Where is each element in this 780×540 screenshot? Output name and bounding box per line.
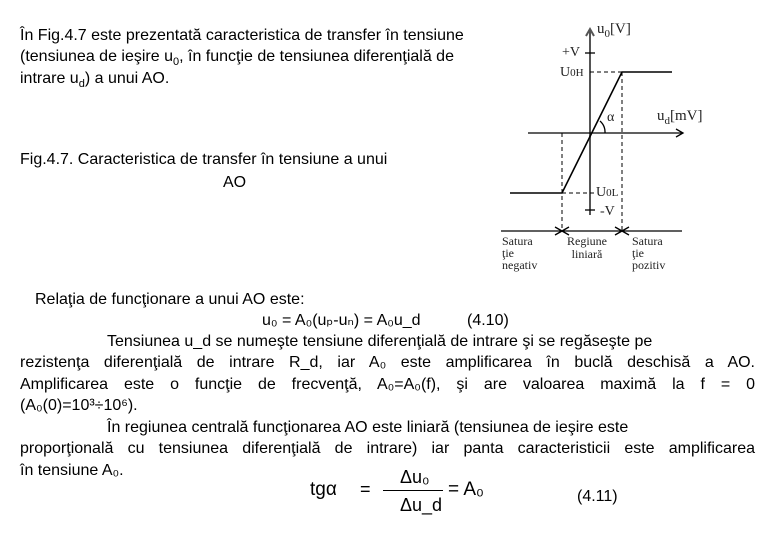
- u0h-label: [560, 65, 584, 81]
- subscript: 0: [172, 56, 180, 69]
- body-p4: Amplificarea este o funcţie de frecvenţă, A₀=A₀(f), şi are valoarea maximă la f = 0: [20, 376, 755, 393]
- t: [V]: [610, 21, 631, 37]
- t: 0L: [606, 187, 619, 199]
- equation-4-10-number: (4.10): [467, 312, 509, 329]
- text: intrare u: [20, 70, 79, 87]
- x-axis-label: [657, 109, 703, 129]
- minus-v-label: -V: [600, 204, 615, 219]
- u0l-label: [596, 185, 618, 201]
- text: (tensiunea de ieşire u: [20, 48, 173, 65]
- t: u: [597, 21, 605, 37]
- equation-4-11-rhs: = A₀: [448, 479, 484, 500]
- y-axis-label: [597, 22, 631, 42]
- equation-4-11-lhs: tgα: [310, 479, 337, 500]
- figure-caption-line-2: AO: [223, 174, 247, 191]
- alpha-label: α: [607, 110, 615, 125]
- intro-line-1: În Fig.4.7 este prezentată caracteristica de transfer în tensiune: [20, 27, 464, 44]
- subscript: d: [78, 78, 85, 91]
- figure-caption-line-1: Fig.4.7. Caracteristica de transfer în tensiune a unui: [20, 151, 388, 168]
- alpha-arc: [600, 121, 605, 133]
- t: Regiune: [567, 234, 607, 248]
- body-p3: rezistenţa diferenţială de intrare R_d, iar A₀ este amplificarea în buclă deschisă a AO.: [20, 354, 755, 371]
- t: d: [664, 115, 670, 127]
- t: Satura: [632, 234, 663, 248]
- equation-4-11-numerator: Δu₀: [400, 467, 430, 487]
- body-p8: în tensiune A₀.: [20, 462, 124, 479]
- t: liniară: [571, 247, 603, 261]
- equation-4-11-eq: =: [360, 479, 371, 499]
- text: , în funcţie de tensiunea diferenţială de: [179, 48, 454, 65]
- body-p2: Tensiunea u_d se numeşte tensiune diferenţială de intrare şi se regăseşte pe: [107, 333, 653, 350]
- region-linear: [567, 235, 607, 261]
- t: 0: [604, 28, 610, 40]
- t: U: [596, 185, 607, 200]
- plus-v-label: +V: [562, 45, 581, 60]
- body-p7: proporţională cu tensiunea diferenţială de intrare) iar panta caracteristicii este amplificarea: [20, 440, 755, 457]
- fraction-bar: [383, 490, 443, 491]
- t: Satura: [502, 234, 533, 248]
- t: U: [560, 65, 571, 80]
- body-p6: În regiunea centrală funcţionarea AO este liniară (tensiunea de ieşire este: [107, 419, 629, 436]
- t: 0H: [570, 67, 584, 79]
- equation-4-10: u₀ = A₀(uₚ-uₙ) = A₀u_d: [262, 312, 421, 329]
- t: pozitiv: [632, 258, 666, 272]
- t: ţie: [632, 246, 644, 260]
- body-p1: Relaţia de funcţionare a unui AO este:: [35, 291, 305, 308]
- t: u: [657, 108, 665, 124]
- t: negativ: [502, 258, 538, 272]
- t: [mV]: [670, 108, 703, 124]
- region-negative-saturation: [502, 235, 537, 271]
- equation-4-11-denominator: Δu_d: [400, 495, 443, 515]
- t: ţie: [502, 246, 514, 260]
- region-positive-saturation: [632, 235, 665, 271]
- body-p5: (A₀(0)=10³÷10⁶).: [20, 397, 138, 414]
- equation-4-11-number: (4.11): [577, 488, 618, 505]
- text: ) a unui AO.: [84, 70, 170, 87]
